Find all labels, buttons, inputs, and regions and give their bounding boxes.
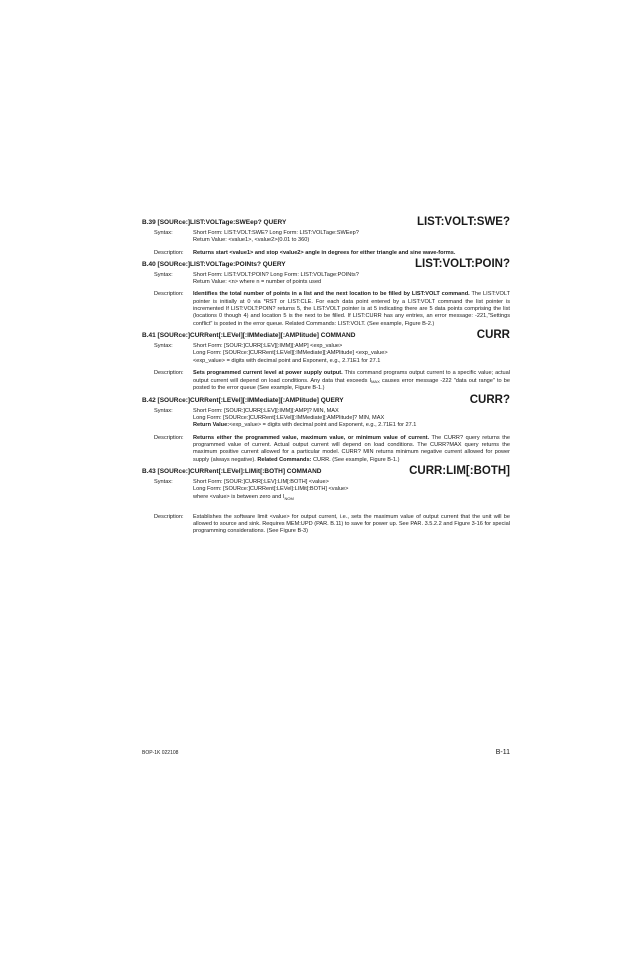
- syntax-row: [142, 343, 510, 365]
- syntax-line: Short Form: LIST:VOLT:POIN? Long Form: LIST:VOLTage:POINts?: [193, 271, 359, 278]
- syntax-row: [142, 479, 510, 502]
- description-row: [142, 514, 510, 536]
- syntax-label: Syntax:: [154, 407, 173, 414]
- syntax-label: Syntax:: [154, 342, 173, 349]
- description-text: [193, 291, 510, 327]
- footer-doc-id: BOP-1K 022108: [142, 750, 179, 756]
- syntax-line: [193, 493, 510, 501]
- subscript-max: MAX: [371, 379, 380, 385]
- section-command: CURR?: [469, 393, 510, 406]
- description-body: The CURR? query returns the programmed value of current. Actual output current will depend on load conditions. The CURR?MAX query returns the maximum positive current allowed for a particular model. CURR? MIN returns minimum negative current allowed for power supply (always negative).: [193, 434, 510, 463]
- syntax-line: Short Form: [SOUR:]CURR[:LEV][:IMM][:AMP] <exp_value>: [193, 342, 343, 349]
- syntax-line: Return Value: <value1>, <value2>(0.01 to 360): [193, 237, 310, 244]
- section-title: B.39 [SOURce:]LIST:VOLTage:SWEep? QUERY: [142, 219, 287, 226]
- syntax-label: Syntax:: [154, 478, 173, 485]
- subscript-nom: NOM: [284, 495, 294, 501]
- description-label: Description:: [154, 513, 184, 520]
- syntax-line: Long Form: [SOURce:]CURRent[:LEVel][:IMMediate][:AMPlitude]? MIN, MAX: [193, 415, 385, 422]
- syntax-text: [193, 272, 510, 287]
- footer-page-number: B-11: [495, 749, 510, 756]
- description-label: Description:: [154, 369, 184, 376]
- syntax-text: [193, 230, 510, 245]
- syntax-text: [193, 479, 510, 502]
- section-b39: [142, 216, 510, 257]
- section-b43: [142, 465, 510, 536]
- section-command: CURR: [476, 328, 510, 341]
- return-value-label: Return Value:: [193, 422, 230, 429]
- syntax-line: Short Form: [SOUR:]CURR[:LEV]:LIM[:BOTH] <value>: [193, 478, 329, 485]
- section-title: B.43 [SOURce:]CURRent[:LEVel]:LIMit[:BOTH] COMMAND: [142, 467, 322, 475]
- page-content: [142, 216, 510, 536]
- description-row: [142, 291, 510, 327]
- section-title: B.40 [SOURce:]LIST:VOLTage:POINts? QUERY: [142, 260, 286, 268]
- description-text: Establishes the software limit <value> for output current, i.e., sets the maximum value of output current that the unit will be allowed to source and sink. Requires MEM:UPD (PAR. B.11) to save for power up. See PAR. 3.5.2.2 and Figure 3-16 for special programming considerations. (See Figure B-3): [193, 513, 510, 535]
- section-b41: [142, 329, 510, 393]
- section-title: B.41 [SOURce:]CURRent[:LEVel][:IMMediate][:AMPlitude] COMMAND: [142, 331, 356, 339]
- syntax-line: Long Form: [SOURce:]CURRent[:LEVel][:IMMediate][:AMPlitude] <exp_value>: [193, 350, 388, 357]
- syntax-line: [193, 422, 510, 429]
- syntax-label: Syntax:: [154, 230, 173, 236]
- syntax-row: [142, 272, 510, 287]
- description-bold: Returns either the programmed value, maximum value, or minimum value of current.: [193, 434, 430, 441]
- syntax-row: [142, 230, 510, 245]
- section-header: [142, 394, 510, 406]
- description-text: [193, 435, 510, 464]
- syntax-text: [193, 343, 510, 365]
- syntax-text: [193, 408, 510, 430]
- description-row: [142, 250, 510, 257]
- description-text: [193, 250, 510, 257]
- syntax-line: Return Value: <n> where n = number of points used: [193, 279, 322, 286]
- section-command: CURR:LIM[:BOTH]: [409, 464, 510, 477]
- description-body: causes error message -222 "data out range" to be posted to the error queue (See example, Figure B-1.): [193, 378, 510, 392]
- return-value-text: <exp_value> = digits with decimal point and Exponent, e.g., 2.71E1 for 27.1: [229, 422, 417, 429]
- section-header: [142, 216, 510, 228]
- description-body: The LIST:VOLT pointer is initially at 0 via *RST or LIST:CLE. For each data point entered by a LIST:VOLT command the list pointer is incremented If LIST:VOLT:POIN? returns 5, the LIST:VOLT pointer is at 5 indicating there are 5 data points comprising the list (locations 0 though 4) and location 5 is the next to be filled. If LIST:CURR has any entries, an error message: -221,"Settings conflict" is posted in the error queue. Related Commands: LIST:VOLT. (See example, Figure B-2.): [193, 291, 511, 327]
- section-header: [142, 258, 510, 270]
- section-title: B.42 [SOURce:]CURRent[:LEVel][:IMMediate][:AMPlitude] QUERY: [142, 396, 344, 404]
- description-body: This command programs output current to a specific value; actual output current will depend on load conditions. Any data that exceeds I: [193, 369, 510, 385]
- syntax-label: Syntax:: [154, 271, 173, 278]
- description-label: Description:: [154, 291, 184, 298]
- section-command: LIST:VOLT:SWE?: [416, 216, 510, 228]
- description-label: Description:: [154, 434, 184, 441]
- section-b40: [142, 258, 510, 328]
- syntax-line: Short Form: [SOUR:]CURR[:LEV][:IMM][:AMP]? MIN, MAX: [193, 407, 339, 414]
- syntax-line: Short Form: LIST:VOLT:SWE? Long Form: LIST:VOLTage:SWEep?: [193, 230, 359, 236]
- section-command: LIST:VOLT:POIN?: [415, 257, 510, 270]
- description-body: CURR. (See example, Figure B-1.): [311, 456, 400, 463]
- section-header: [142, 329, 510, 341]
- section-b42: [142, 394, 510, 464]
- syntax-line: <exp_value> = digits with decimal point and Exponent, e.g., 2.71E1 for 27.1: [193, 357, 381, 364]
- description-row: [142, 435, 510, 464]
- syntax-where: where <value> is between zero and I: [193, 494, 285, 501]
- description-bold: Returns start <value1> and stop <value2> angle in degrees for either triangle and sine wave-forms.: [193, 249, 456, 256]
- syntax-row: [142, 408, 510, 430]
- description-label: Description:: [154, 249, 184, 256]
- description-bold: Sets programmed current level at power supply output.: [193, 369, 343, 376]
- description-text: [193, 370, 510, 393]
- section-header: [142, 465, 510, 477]
- description-row: [142, 370, 510, 393]
- syntax-line: Long Form: [SOURce:]CURRent[:LEVel]:LIMit[:BOTH] <value>: [193, 486, 349, 493]
- description-bold: Related Commands:: [257, 456, 312, 463]
- description-bold: Identifies the total number of points in a list and the next location to be filled by LIST:VOLT command.: [193, 291, 470, 298]
- page-footer: [142, 749, 510, 756]
